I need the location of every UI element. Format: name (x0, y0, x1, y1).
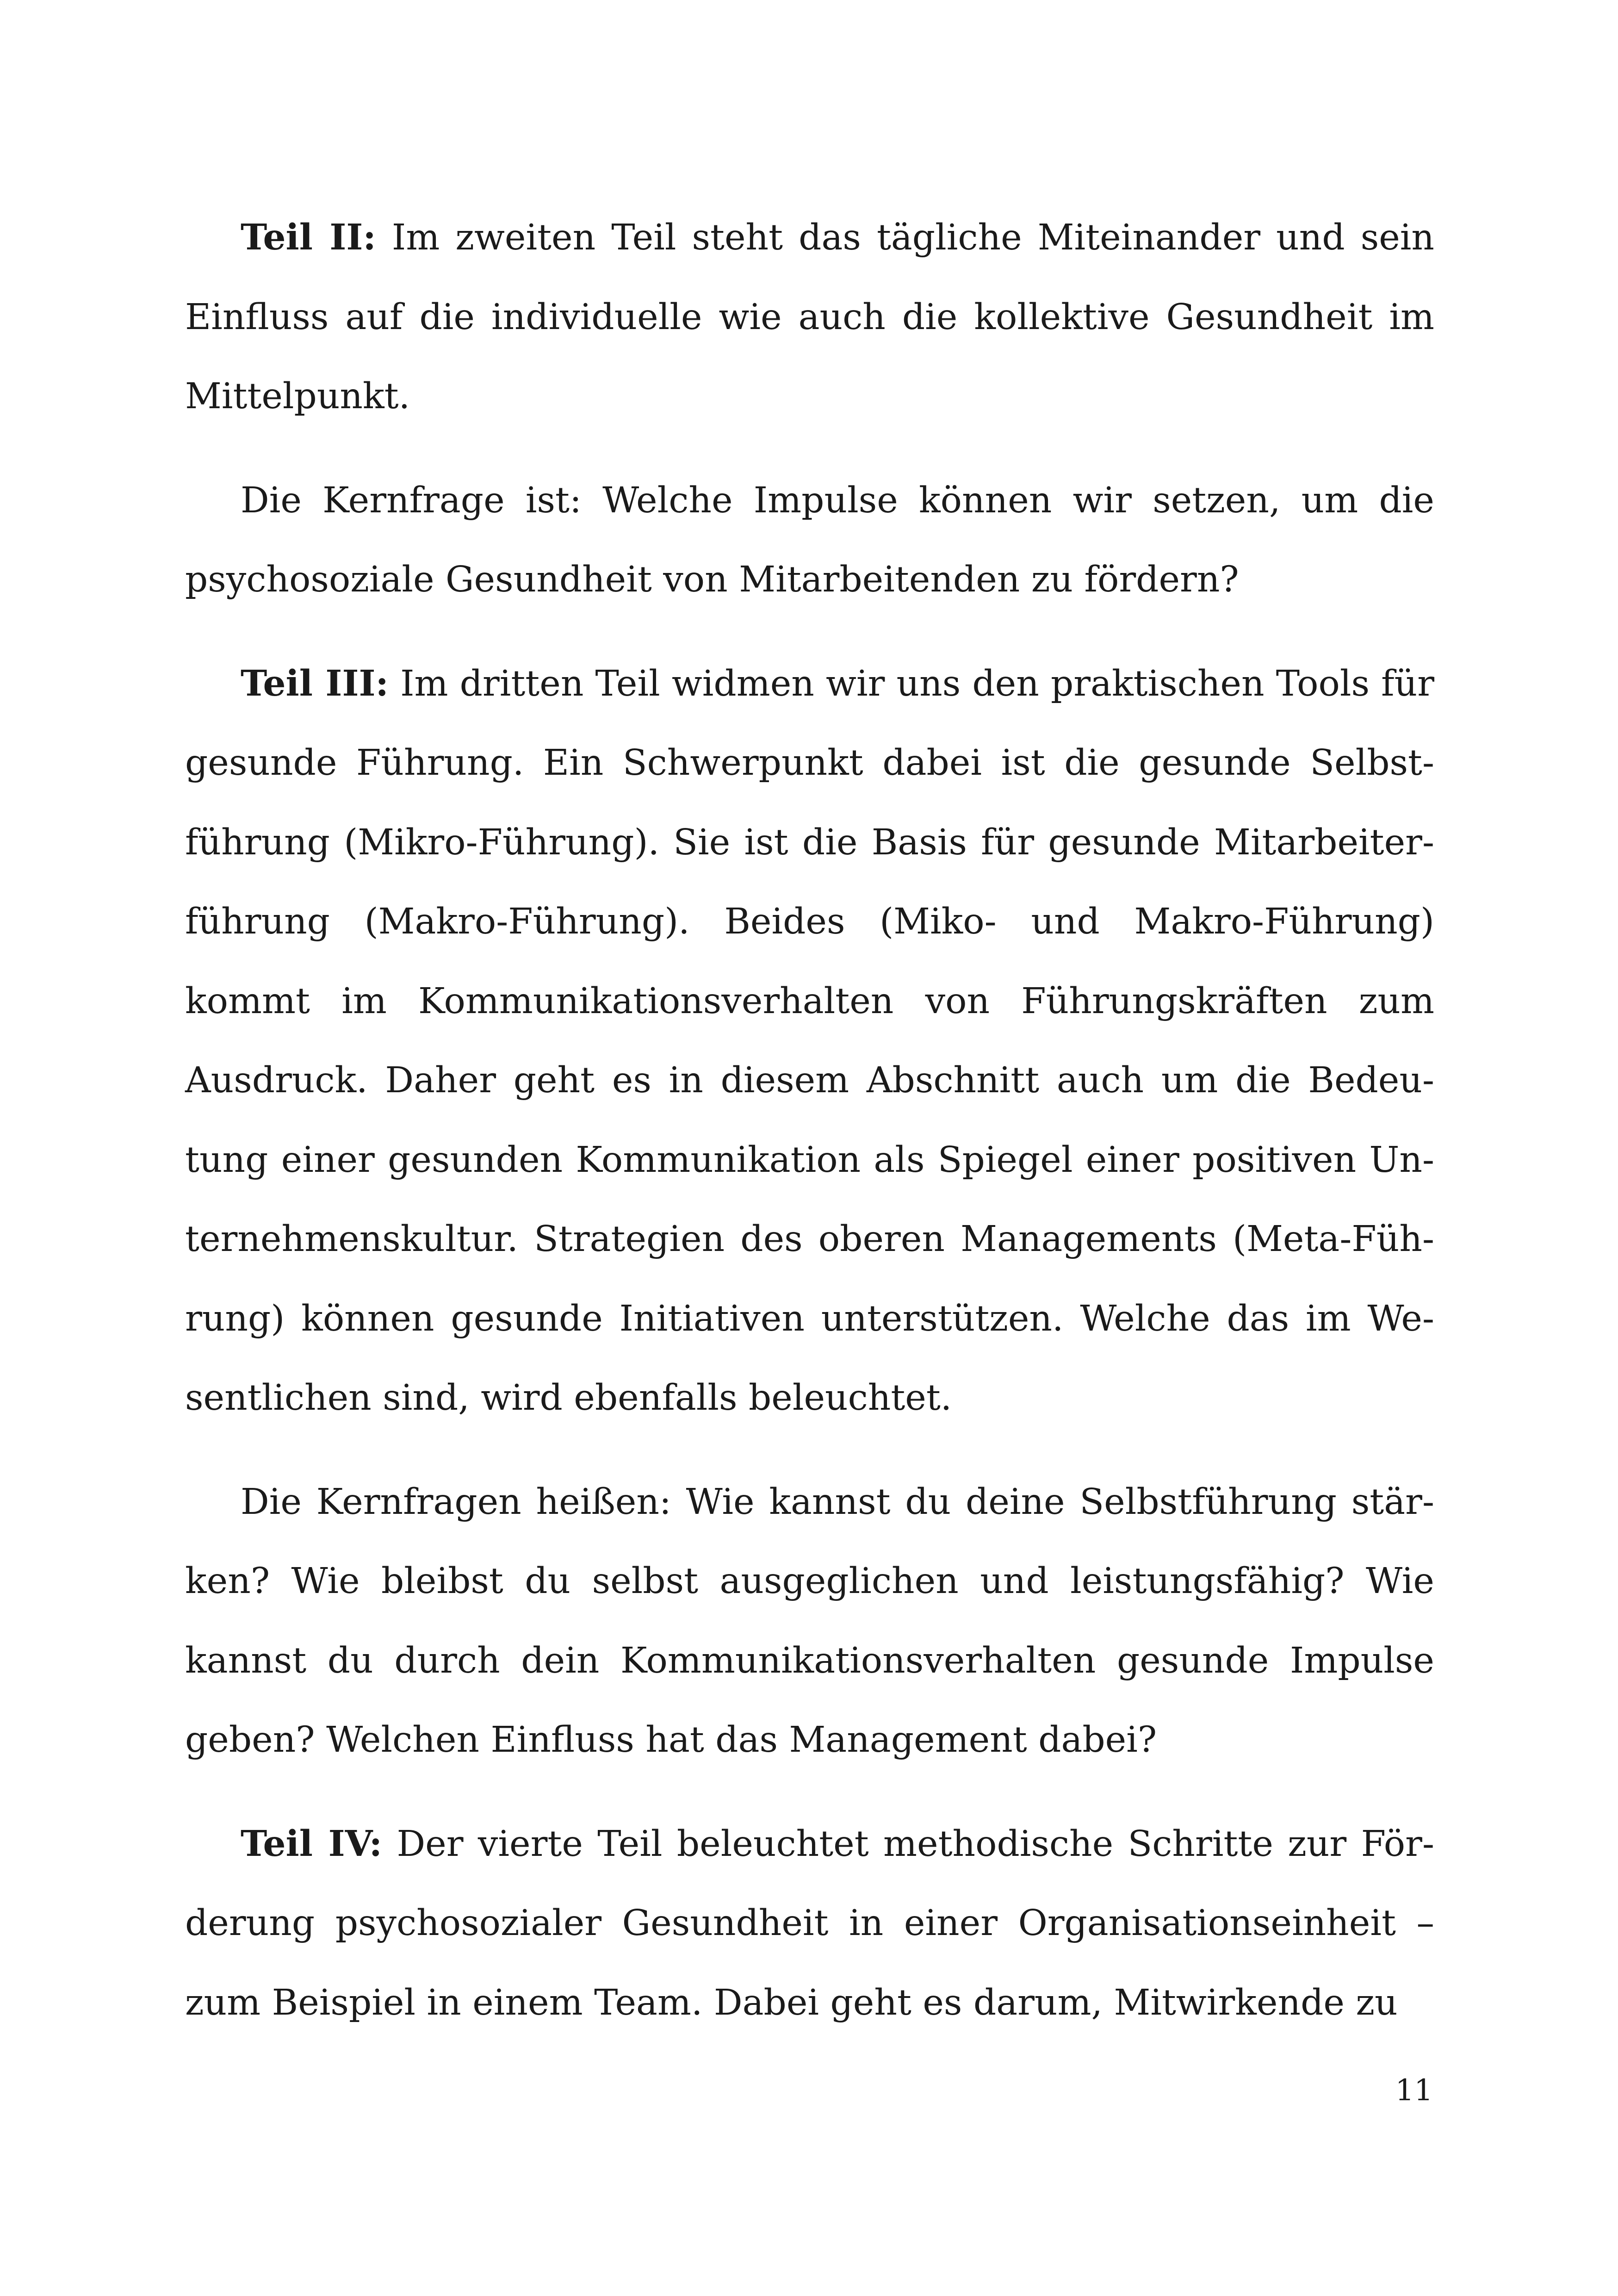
paragraph-text: Die Kernfragen heißen: Wie kannst du deine Selbstführung stärken? Wie bleibst du selbst ausgeglichen und leistungsfähig? Wie kannst du durch dein Kommunikationsverhalten gesunde Impulse geben? Welchen Einfluss hat das Management dabei? (185, 1481, 1434, 1761)
paragraph-teil-2 (185, 198, 1434, 436)
body-text (185, 198, 1434, 2067)
section-lead-teil-4: Teil IV: (241, 1823, 383, 1865)
section-lead-teil-2: Teil II: (241, 217, 376, 258)
paragraph-text: Im dritten Teil widmen wir uns den praktischen Tools für gesunde Führung. Ein Schwerpunkt dabei ist die gesunde Selbstführung (Mikro-Führung). Sie ist die Basis für gesunde Mitarbeiterführung (Makro-Führung). Beides (Miko- und Makro-Führung) kommt im Kommunikationsverhalten von Führungskräften zum Ausdruck. Daher geht es in diesem Abschnitt auch um die Bedeutung einer gesunden Kommunikation als Spiegel einer positiven Unternehmenskultur. Strategien des oberen Managements (Meta-Führung) können gesunde Initiativen unterstützen. Welche das im Wesentlichen sind, wird ebenfalls beleuchtet. (185, 663, 1434, 1419)
page-number: 11 (1395, 2073, 1433, 2108)
paragraph-teil-3 (185, 644, 1434, 1438)
paragraph-text: Der vierte Teil beleuchtet methodische Schritte zur Förderung psychosozialer Gesundheit in einer Organisationseinheit – zum Beispiel in einem Team. Dabei geht es darum, Mitwirkende zu (185, 1823, 1434, 2023)
section-lead-teil-3: Teil III: (241, 662, 389, 704)
paragraph-text: Im zweiten Teil steht das tägliche Miteinander und sein Einfluss auf die individuelle wie auch die kollektive Gesundheit im Mittelpunkt. (185, 217, 1434, 417)
paragraph-text: Die Kernfrage ist: Welche Impulse können wir setzen, um die psychosoziale Gesundheit von Mitarbeitenden zu fördern? (185, 479, 1434, 600)
paragraph-kernfrage-2 (185, 461, 1434, 620)
paragraph-teil-4 (185, 1804, 1434, 2043)
paragraph-kernfragen-3 (185, 1462, 1434, 1780)
